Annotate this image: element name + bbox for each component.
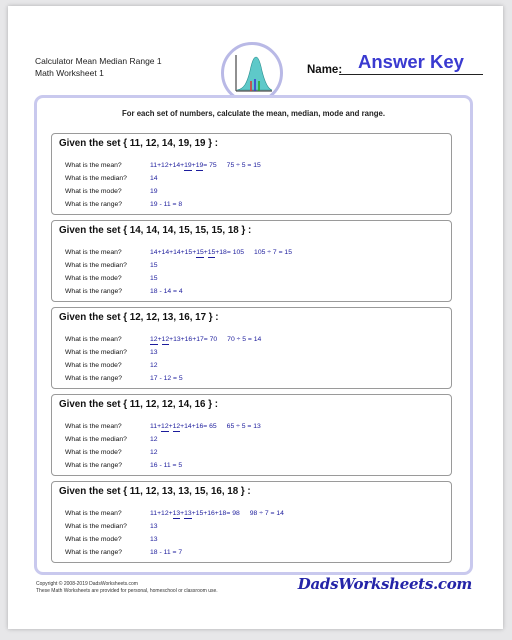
mean-term: 14 [173,249,181,256]
mode-row [65,186,445,198]
mode-row [65,273,445,285]
problem-title: Given the set { 14, 14, 14, 15, 15, 15, 18 } : [59,225,252,236]
range-row [65,199,445,211]
mean-term: 12 [162,334,170,346]
range-question: What is the range? [65,201,123,208]
mode-answer: 12 [150,362,158,369]
plus-sign: + [180,423,185,430]
plus-sign: + [168,423,173,430]
plus-sign: + [157,249,162,256]
worksheet-title [35,55,162,79]
mode-row [65,447,445,459]
problem-title: Given the set { 12, 12, 13, 16, 17 } : [59,312,219,323]
mean-term: 19 [184,160,192,172]
worksheet-title-line1: Calculator Mean Median Range 1 [35,56,162,66]
mean-term: 16 [195,423,204,430]
mean-term: 11 [150,423,158,430]
mean-term: 12 [161,162,169,169]
mean-term: 13 [173,334,181,346]
mode-question: What is the mode? [65,449,122,456]
range-answer: 18 - 14 = 4 [150,288,183,295]
plus-sign: + [157,336,162,343]
median-answer: 13 [150,523,158,530]
problem-box [51,133,452,215]
problem-box [51,481,452,563]
plus-sign: + [169,336,174,343]
mean-term: 13 [173,508,181,520]
plus-sign: + [180,162,185,169]
mean-term: 15 [195,510,204,517]
mode-answer: 19 [150,188,158,195]
plus-sign: + [191,423,196,430]
plus-sign: + [168,162,173,169]
mean-row [65,247,445,259]
mean-term: 16 [207,510,215,517]
mean-term: 14 [150,249,158,256]
range-row [65,460,445,472]
plus-sign: + [157,423,162,430]
plus-sign: + [169,249,174,256]
mean-sum: = 105 [226,249,245,256]
mean-sum: = 65 [203,423,217,430]
mean-result: 98 ÷ 7 = 14 [249,510,284,517]
median-row [65,434,445,446]
mean-question: What is the mean? [65,510,122,517]
mean-answer [150,247,292,259]
problem-box [51,394,452,476]
range-answer: 18 - 11 = 7 [150,549,183,556]
mode-row [65,360,445,372]
median-question: What is the median? [65,436,127,443]
mean-sum: = 98 [226,510,240,517]
mean-row [65,160,445,172]
mean-term: 19 [196,160,204,172]
mode-answer: 12 [150,449,158,456]
copyright-text: Copyright © 2008-2019 DadsWorksheets.com [36,581,138,587]
answer-key-heading: Answer Key [358,51,464,72]
mean-sum: = 70 [203,336,218,343]
range-row [65,547,445,559]
plus-sign: + [214,510,219,517]
median-question: What is the median? [65,523,127,530]
mean-term: 11 [150,510,158,517]
mean-term: 15 [185,247,193,259]
mean-term: 15 [208,247,216,259]
usage-note: These Math Worksheets are provided for personal, homeschool or classroom use. [36,587,218,594]
range-question: What is the range? [65,375,123,382]
plus-sign: + [203,510,208,517]
median-answer: 15 [150,262,158,269]
mean-term: 14 [184,423,192,430]
mean-row [65,508,445,520]
mean-term: 14 [161,249,170,256]
mean-answer [150,508,284,520]
plus-sign: + [180,510,185,517]
mean-term: 12 [161,510,169,517]
mean-term: 18 [218,510,227,517]
median-row [65,260,445,272]
mode-question: What is the mode? [65,536,122,543]
range-row [65,286,445,298]
median-answer: 14 [150,175,158,182]
range-question: What is the range? [65,462,123,469]
mode-question: What is the mode? [65,362,122,369]
plus-sign: + [157,510,162,517]
plus-sign: + [191,510,196,517]
mean-sum: = 75 [203,162,217,169]
problem-box [51,220,452,302]
mean-question: What is the mean? [65,423,122,430]
mean-row [65,334,445,346]
range-answer: 19 - 11 = 8 [150,201,183,208]
mean-question: What is the mean? [65,162,122,169]
median-answer: 13 [150,349,158,356]
plus-sign: + [180,336,185,343]
mean-term: 16 [184,336,193,343]
median-answer: 12 [150,436,158,443]
mean-term: 15 [196,247,204,259]
instructions: For each set of numbers, calculate the mean, median, mode and range. [121,109,385,118]
mean-result: 65 ÷ 5 = 13 [226,423,261,430]
plus-sign: + [215,249,220,256]
mean-term: 13 [184,508,192,520]
mean-term: 12 [150,334,158,346]
mean-term: 18 [219,249,227,256]
problem-title: Given the set { 11, 12, 14, 19, 19 } : [59,138,219,149]
plus-sign: + [168,510,173,517]
mode-answer: 15 [150,275,158,282]
mean-result: 75 ÷ 5 = 15 [226,162,261,169]
mean-result: 105 ÷ 7 = 15 [254,249,292,256]
mean-term: 11 [150,162,158,169]
median-question: What is the median? [65,262,127,269]
mean-answer [150,334,261,346]
dadsworksheets-logo: DadsWorksheets.com [297,575,472,593]
problem-box [51,307,452,389]
median-question: What is the median? [65,175,127,182]
mean-term: 14 [173,160,181,172]
problem-title: Given the set { 11, 12, 12, 14, 16 } : [59,399,219,410]
median-question: What is the median? [65,349,127,356]
mode-row [65,534,445,546]
name-line [339,74,483,75]
plus-sign: + [157,162,162,169]
mean-result: 70 ÷ 5 = 14 [227,336,262,343]
mean-row [65,421,445,433]
plus-sign: + [180,249,185,256]
median-row [65,173,445,185]
mode-question: What is the mode? [65,188,122,195]
range-answer: 16 - 11 = 5 [150,462,183,469]
range-question: What is the range? [65,288,123,295]
worksheet-title-line2: Math Worksheet 1 [35,68,104,78]
mode-question: What is the mode? [65,275,122,282]
mean-term: 12 [173,421,181,433]
range-answer: 17 - 12 = 5 [150,375,183,382]
plus-sign: + [203,249,208,256]
mean-term: 17 [196,336,204,343]
plus-sign: + [192,249,197,256]
problem-title: Given the set { 11, 12, 13, 13, 15, 16, 18 } : [59,486,251,497]
plus-sign: + [191,162,196,169]
plus-sign: + [192,336,197,343]
range-row [65,373,445,385]
mode-answer: 13 [150,536,158,543]
median-row [65,521,445,533]
mean-answer [150,160,261,172]
median-row [65,347,445,359]
footer [36,581,218,594]
mean-answer [150,421,261,433]
mean-question: What is the mean? [65,336,122,343]
range-question: What is the range? [65,549,123,556]
mean-term: 12 [161,421,169,433]
name-label: Name: [307,64,343,76]
mean-question: What is the mean? [65,249,122,256]
